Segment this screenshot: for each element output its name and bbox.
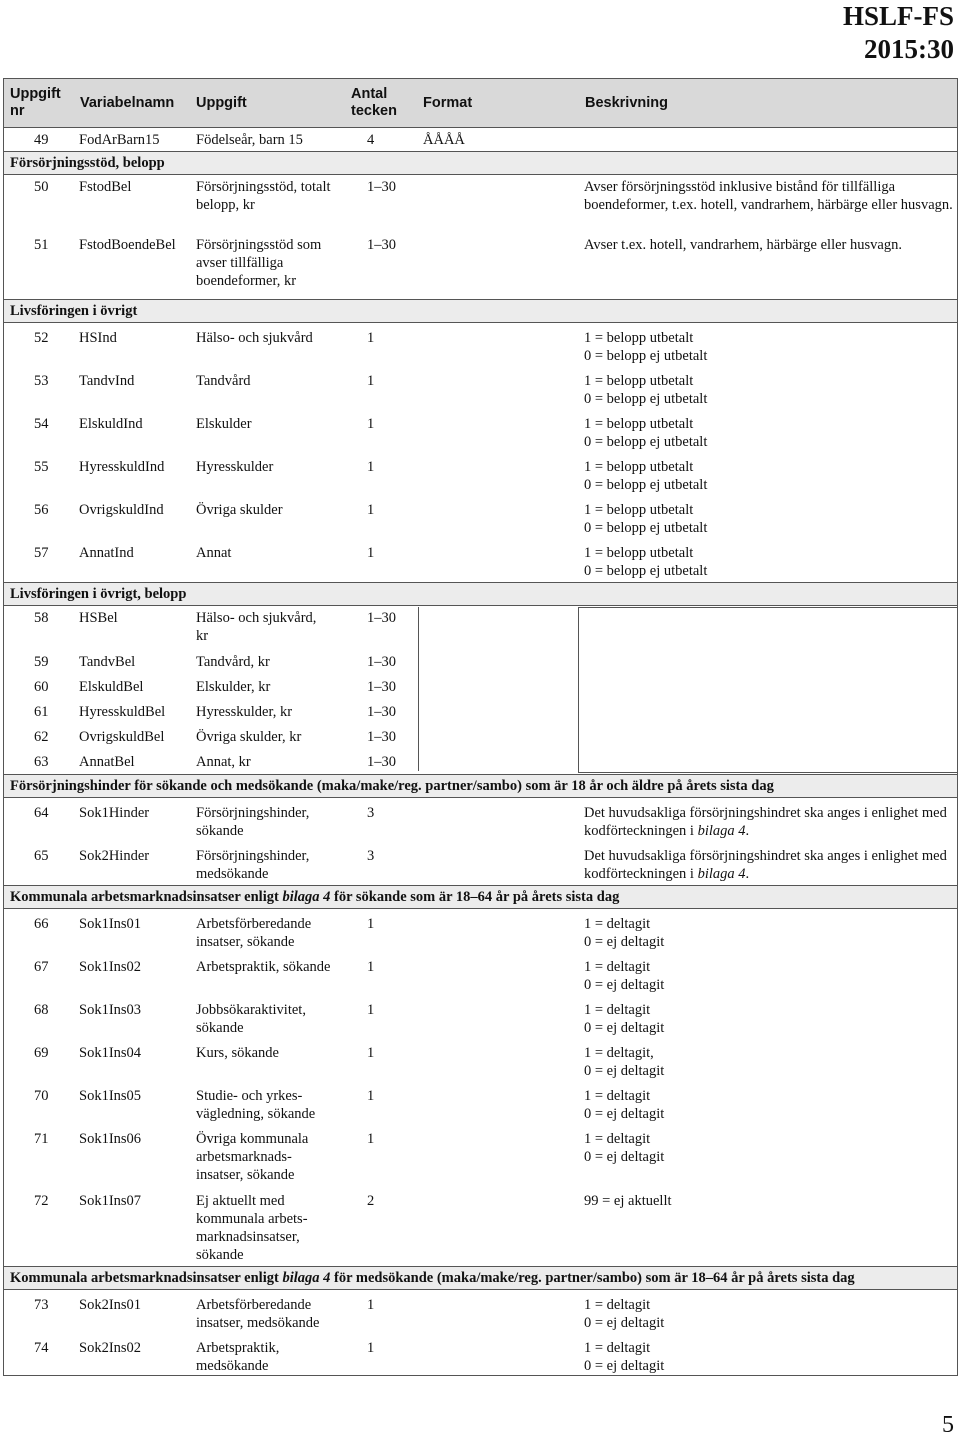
antal-tecken: 1 bbox=[367, 1340, 375, 1356]
uppgift-text: Hälso- och sjukvård, kr bbox=[196, 610, 317, 644]
antal-tecken: 1–30 bbox=[367, 704, 396, 720]
beskrivning-text: 1 = deltagit, 0 = ej deltagit bbox=[584, 1045, 665, 1079]
table-row bbox=[4, 233, 957, 299]
antal-tecken: 1 bbox=[367, 502, 375, 518]
antal-tecken: 1–30 bbox=[367, 654, 396, 670]
variable-name: HSBel bbox=[79, 610, 118, 626]
antal-tecken: 1 bbox=[367, 1045, 375, 1061]
beskrivning-text: 1 = belopp utbetalt 0 = belopp ej utbetalt bbox=[584, 545, 708, 579]
antal-tecken: 1 bbox=[367, 959, 375, 975]
uppgift-text: Hyresskulder, kr bbox=[196, 704, 293, 720]
uppgift-text: Annat bbox=[196, 545, 232, 561]
document-code bbox=[843, 0, 954, 66]
section-heading-reference: bilaga 4 bbox=[282, 1270, 331, 1286]
antal-tecken: 2 bbox=[367, 1193, 375, 1209]
uppgift-text: Tandvård bbox=[196, 373, 251, 389]
beskrivning-text: 1 = deltagit 0 = ej deltagit bbox=[584, 1088, 665, 1122]
row-number: 64 bbox=[34, 805, 49, 821]
section-heading-text: Kommunala arbetsmarknadsinsatser enligt bbox=[10, 1270, 283, 1286]
column-header-uppgift: Uppgift bbox=[196, 95, 247, 111]
variable-name: Sok1Ins02 bbox=[79, 959, 142, 975]
antal-tecken: 1 bbox=[367, 330, 375, 346]
uppgift-text: Övriga skulder bbox=[196, 502, 283, 518]
table-row bbox=[4, 409, 957, 452]
table-row bbox=[4, 175, 957, 233]
table-row bbox=[4, 1038, 957, 1081]
table-row bbox=[4, 1186, 957, 1266]
variable-name: Sok1Ins06 bbox=[79, 1131, 142, 1147]
row-number: 74 bbox=[34, 1340, 49, 1356]
row-number: 58 bbox=[34, 610, 49, 626]
variable-name: Sok1Ins03 bbox=[79, 1002, 142, 1018]
antal-tecken: 1 bbox=[367, 373, 375, 389]
variable-name: FodArBarn15 bbox=[79, 132, 160, 148]
section-heading: Försörjningsstöd, belopp bbox=[4, 151, 957, 175]
beskrivning-text: 1 = belopp utbetalt 0 = belopp ej utbetalt bbox=[584, 416, 708, 450]
antal-tecken: 4 bbox=[367, 132, 375, 148]
variable-name: OvrigskuldInd bbox=[79, 502, 164, 518]
variable-name: ElskuldBel bbox=[79, 679, 144, 695]
row-number: 55 bbox=[34, 459, 49, 475]
variable-name: Sok1Ins01 bbox=[79, 916, 142, 932]
uppgift-text: Försörjningshinder, sökande bbox=[196, 805, 310, 839]
uppgift-text: Födelseår, barn 15 bbox=[196, 132, 303, 148]
table-row bbox=[4, 323, 957, 366]
variable-name: Sok1Ins07 bbox=[79, 1193, 142, 1209]
antal-tecken: 1–30 bbox=[367, 610, 396, 626]
variable-name: Sok1Hinder bbox=[79, 805, 150, 821]
row-number: 63 bbox=[34, 754, 49, 770]
uppgift-text: Tandvård, kr bbox=[196, 654, 270, 670]
antal-tecken: 1–30 bbox=[367, 729, 396, 745]
uppgift-text: Försörjningshinder, medsökande bbox=[196, 848, 310, 882]
uppgift-text: Jobbsökaraktivitet, sökande bbox=[196, 1002, 306, 1036]
section-heading bbox=[4, 1266, 957, 1290]
page-number: 5 bbox=[942, 1412, 954, 1438]
table-row bbox=[4, 1290, 957, 1333]
beskrivning-text: 1 = deltagit 0 = ej deltagit bbox=[584, 1297, 665, 1331]
row-number: 71 bbox=[34, 1131, 49, 1147]
row-number: 49 bbox=[34, 132, 49, 148]
variable-name: Sok2Hinder bbox=[79, 848, 150, 864]
row-number: 72 bbox=[34, 1193, 49, 1209]
table-row bbox=[4, 909, 957, 952]
row-number: 59 bbox=[34, 654, 49, 670]
uppgift-text: Ej aktuellt med kommunala arbets- marknadsinsatser, sökande bbox=[196, 1193, 308, 1263]
table-header bbox=[4, 79, 957, 128]
beskrivning-part: Det huvudsakliga försörjningshindret ska anges i enlighet med kodförteckningen i bbox=[584, 805, 947, 839]
table-row bbox=[4, 128, 957, 151]
uppgift-text: Hyresskulder bbox=[196, 459, 274, 475]
beskrivning-text: 99 = ej aktuellt bbox=[584, 1193, 672, 1209]
document-code-line1: HSLF-FS bbox=[842, 1, 954, 31]
antal-tecken: 1 bbox=[367, 416, 375, 432]
row-number: 68 bbox=[34, 1002, 49, 1018]
beskrivning-text: 1 = deltagit 0 = ej deltagit bbox=[584, 1002, 665, 1036]
uppgift-text: Studie- och yrkes- vägledning, sökande bbox=[196, 1088, 316, 1122]
column-header-antal: Antal tecken bbox=[351, 86, 397, 119]
column-header-format: Format bbox=[423, 95, 473, 111]
uppgift-text: Arbetsförberedande insatser, sökande bbox=[196, 916, 312, 950]
section-heading-text: för medsökande (maka/make/reg. partner/sambo) som är 18–64 år på årets sista dag bbox=[330, 1270, 855, 1286]
row-number: 62 bbox=[34, 729, 49, 745]
beskrivning-text: 1 = belopp utbetalt 0 = belopp ej utbetalt bbox=[584, 330, 708, 364]
format-text: ÅÅÅÅ bbox=[423, 132, 465, 148]
antal-tecken: 3 bbox=[367, 848, 375, 864]
table-row bbox=[4, 495, 957, 538]
table-row bbox=[4, 841, 957, 885]
variable-name: ElskuldInd bbox=[79, 416, 143, 432]
variable-name: AnnatBel bbox=[79, 754, 135, 770]
antal-tecken: 1–30 bbox=[367, 754, 396, 770]
row-number: 73 bbox=[34, 1297, 49, 1313]
row-number: 57 bbox=[34, 545, 49, 561]
table-row bbox=[4, 366, 957, 409]
variable-name: OvrigskuldBel bbox=[79, 729, 165, 745]
section-heading bbox=[4, 885, 957, 909]
section-heading-text: för sökande som är 18–64 år på årets sista dag bbox=[330, 889, 620, 905]
table-row bbox=[4, 995, 957, 1038]
beskrivning-text: 1 = belopp utbetalt 0 = belopp ej utbetalt bbox=[584, 502, 708, 536]
antal-tecken: 3 bbox=[367, 805, 375, 821]
antal-tecken: 1 bbox=[367, 916, 375, 932]
table-row bbox=[4, 1124, 957, 1186]
beskrivning-text: 1 = deltagit 0 = ej deltagit bbox=[584, 959, 665, 993]
antal-tecken: 1 bbox=[367, 1002, 375, 1018]
beskrivning-text: Avser t.ex. hotell, vandrarhem, härbärge eller husvagn. bbox=[584, 237, 902, 253]
column-header-beskrivning: Beskrivning bbox=[585, 95, 668, 111]
uppgift-text: Övriga skulder, kr bbox=[196, 729, 302, 745]
antal-tecken: 1 bbox=[367, 1297, 375, 1313]
section-heading: Försörjningshinder för sökande och medsökande (maka/make/reg. partner/sambo) som är 18 år och äldre på årets sista dag bbox=[4, 774, 957, 798]
table-row bbox=[4, 452, 957, 495]
row-number: 66 bbox=[34, 916, 49, 932]
beskrivning-text bbox=[584, 804, 954, 840]
row-number: 53 bbox=[34, 373, 49, 389]
row-number: 61 bbox=[34, 704, 49, 720]
uppgift-text: Övriga kommunala arbetsmarknads- insatser, sökande bbox=[196, 1131, 309, 1183]
antal-tecken: 1–30 bbox=[367, 237, 396, 253]
uppgift-text: Arbetspraktik, sökande bbox=[196, 959, 331, 975]
column-header-variable: Variabelnamn bbox=[80, 95, 175, 111]
beskrivning-reference: bilaga 4 bbox=[697, 823, 746, 839]
uppgift-text: Hälso- och sjukvård bbox=[196, 330, 313, 346]
variable-name: HSInd bbox=[79, 330, 117, 346]
section-heading: Livsföringen i övrigt, belopp bbox=[4, 582, 957, 606]
beskrivning-text: 1 = deltagit 0 = ej deltagit bbox=[584, 1340, 665, 1374]
beskrivning-part: Det huvudsakliga försörjningshindret ska anges i enlighet med kodförteckningen i bbox=[584, 848, 947, 882]
variable-name: HyresskuldBel bbox=[79, 704, 166, 720]
row-number: 54 bbox=[34, 416, 49, 432]
beskrivning-text: 1 = belopp utbetalt 0 = belopp ej utbetalt bbox=[584, 459, 708, 493]
column-header-nr: Uppgift nr bbox=[10, 86, 61, 119]
uppgift-text: Annat, kr bbox=[196, 754, 251, 770]
variable-name: Sok2Ins01 bbox=[79, 1297, 142, 1313]
uppgift-text: Kurs, sökande bbox=[196, 1045, 279, 1061]
antal-tecken: 1–30 bbox=[367, 179, 396, 195]
variable-name: FstodBel bbox=[79, 179, 132, 195]
empty-cell-box bbox=[578, 607, 958, 773]
row-number: 51 bbox=[34, 237, 49, 253]
variable-name: Sok1Ins05 bbox=[79, 1088, 142, 1104]
row-number: 65 bbox=[34, 848, 49, 864]
table-row bbox=[4, 1081, 957, 1124]
uppgift-text: Arbetsförberedande insatser, medsökande bbox=[196, 1297, 320, 1331]
beskrivning-text: 1 = deltagit 0 = ej deltagit bbox=[584, 1131, 665, 1165]
row-number: 60 bbox=[34, 679, 49, 695]
antal-tecken: 1 bbox=[367, 459, 375, 475]
uppgift-text: Försörjningsstöd, totalt belopp, kr bbox=[196, 179, 331, 213]
variable-name: HyresskuldInd bbox=[79, 459, 165, 475]
beskrivning-text: 1 = deltagit 0 = ej deltagit bbox=[584, 916, 665, 950]
uppgift-text: Försörjningsstöd som avser tillfälliga boendeformer, kr bbox=[196, 237, 322, 289]
table-row bbox=[4, 798, 957, 841]
table-row bbox=[4, 1333, 957, 1375]
uppgift-text: Elskulder bbox=[196, 416, 252, 432]
amount-cells-box bbox=[190, 607, 419, 771]
variable-name: TandvInd bbox=[79, 373, 135, 389]
row-number: 52 bbox=[34, 330, 49, 346]
variable-name: AnnatInd bbox=[79, 545, 134, 561]
antal-tecken: 1 bbox=[367, 1088, 375, 1104]
row-number: 67 bbox=[34, 959, 49, 975]
document-code-line2: 2015:30 bbox=[864, 34, 954, 64]
beskrivning-text bbox=[584, 847, 954, 883]
uppgift-text: Elskulder, kr bbox=[196, 679, 271, 695]
variable-name: Sok1Ins04 bbox=[79, 1045, 142, 1061]
antal-tecken: 1 bbox=[367, 1131, 375, 1147]
variable-name: FstodBoendeBel bbox=[79, 237, 176, 253]
beskrivning-text: 1 = belopp utbetalt 0 = belopp ej utbetalt bbox=[584, 373, 708, 407]
antal-tecken: 1–30 bbox=[367, 679, 396, 695]
table-row bbox=[4, 538, 957, 582]
variable-name: Sok2Ins02 bbox=[79, 1340, 142, 1356]
row-number: 56 bbox=[34, 502, 49, 518]
section-heading-text: Kommunala arbetsmarknadsinsatser enligt bbox=[10, 889, 283, 905]
beskrivning-reference: bilaga 4 bbox=[697, 866, 746, 882]
row-number: 70 bbox=[34, 1088, 49, 1104]
row-number: 50 bbox=[34, 179, 49, 195]
beskrivning-text: Avser försörjningsstöd inklusive bistånd för tillfälliga boendeformer, t.ex. hotell, vandrarhem, härbärge eller husvagn. bbox=[584, 179, 953, 213]
uppgift-text: Arbetspraktik, medsökande bbox=[196, 1340, 280, 1374]
table-row bbox=[4, 952, 957, 995]
beskrivning-part: . bbox=[745, 823, 750, 839]
section-heading: Livsföringen i övrigt bbox=[4, 299, 957, 323]
row-number: 69 bbox=[34, 1045, 49, 1061]
antal-tecken: 1 bbox=[367, 545, 375, 561]
variable-table bbox=[3, 78, 958, 1376]
variable-name: TandvBel bbox=[79, 654, 136, 670]
beskrivning-part: . bbox=[745, 866, 750, 882]
section-heading-reference: bilaga 4 bbox=[282, 889, 331, 905]
